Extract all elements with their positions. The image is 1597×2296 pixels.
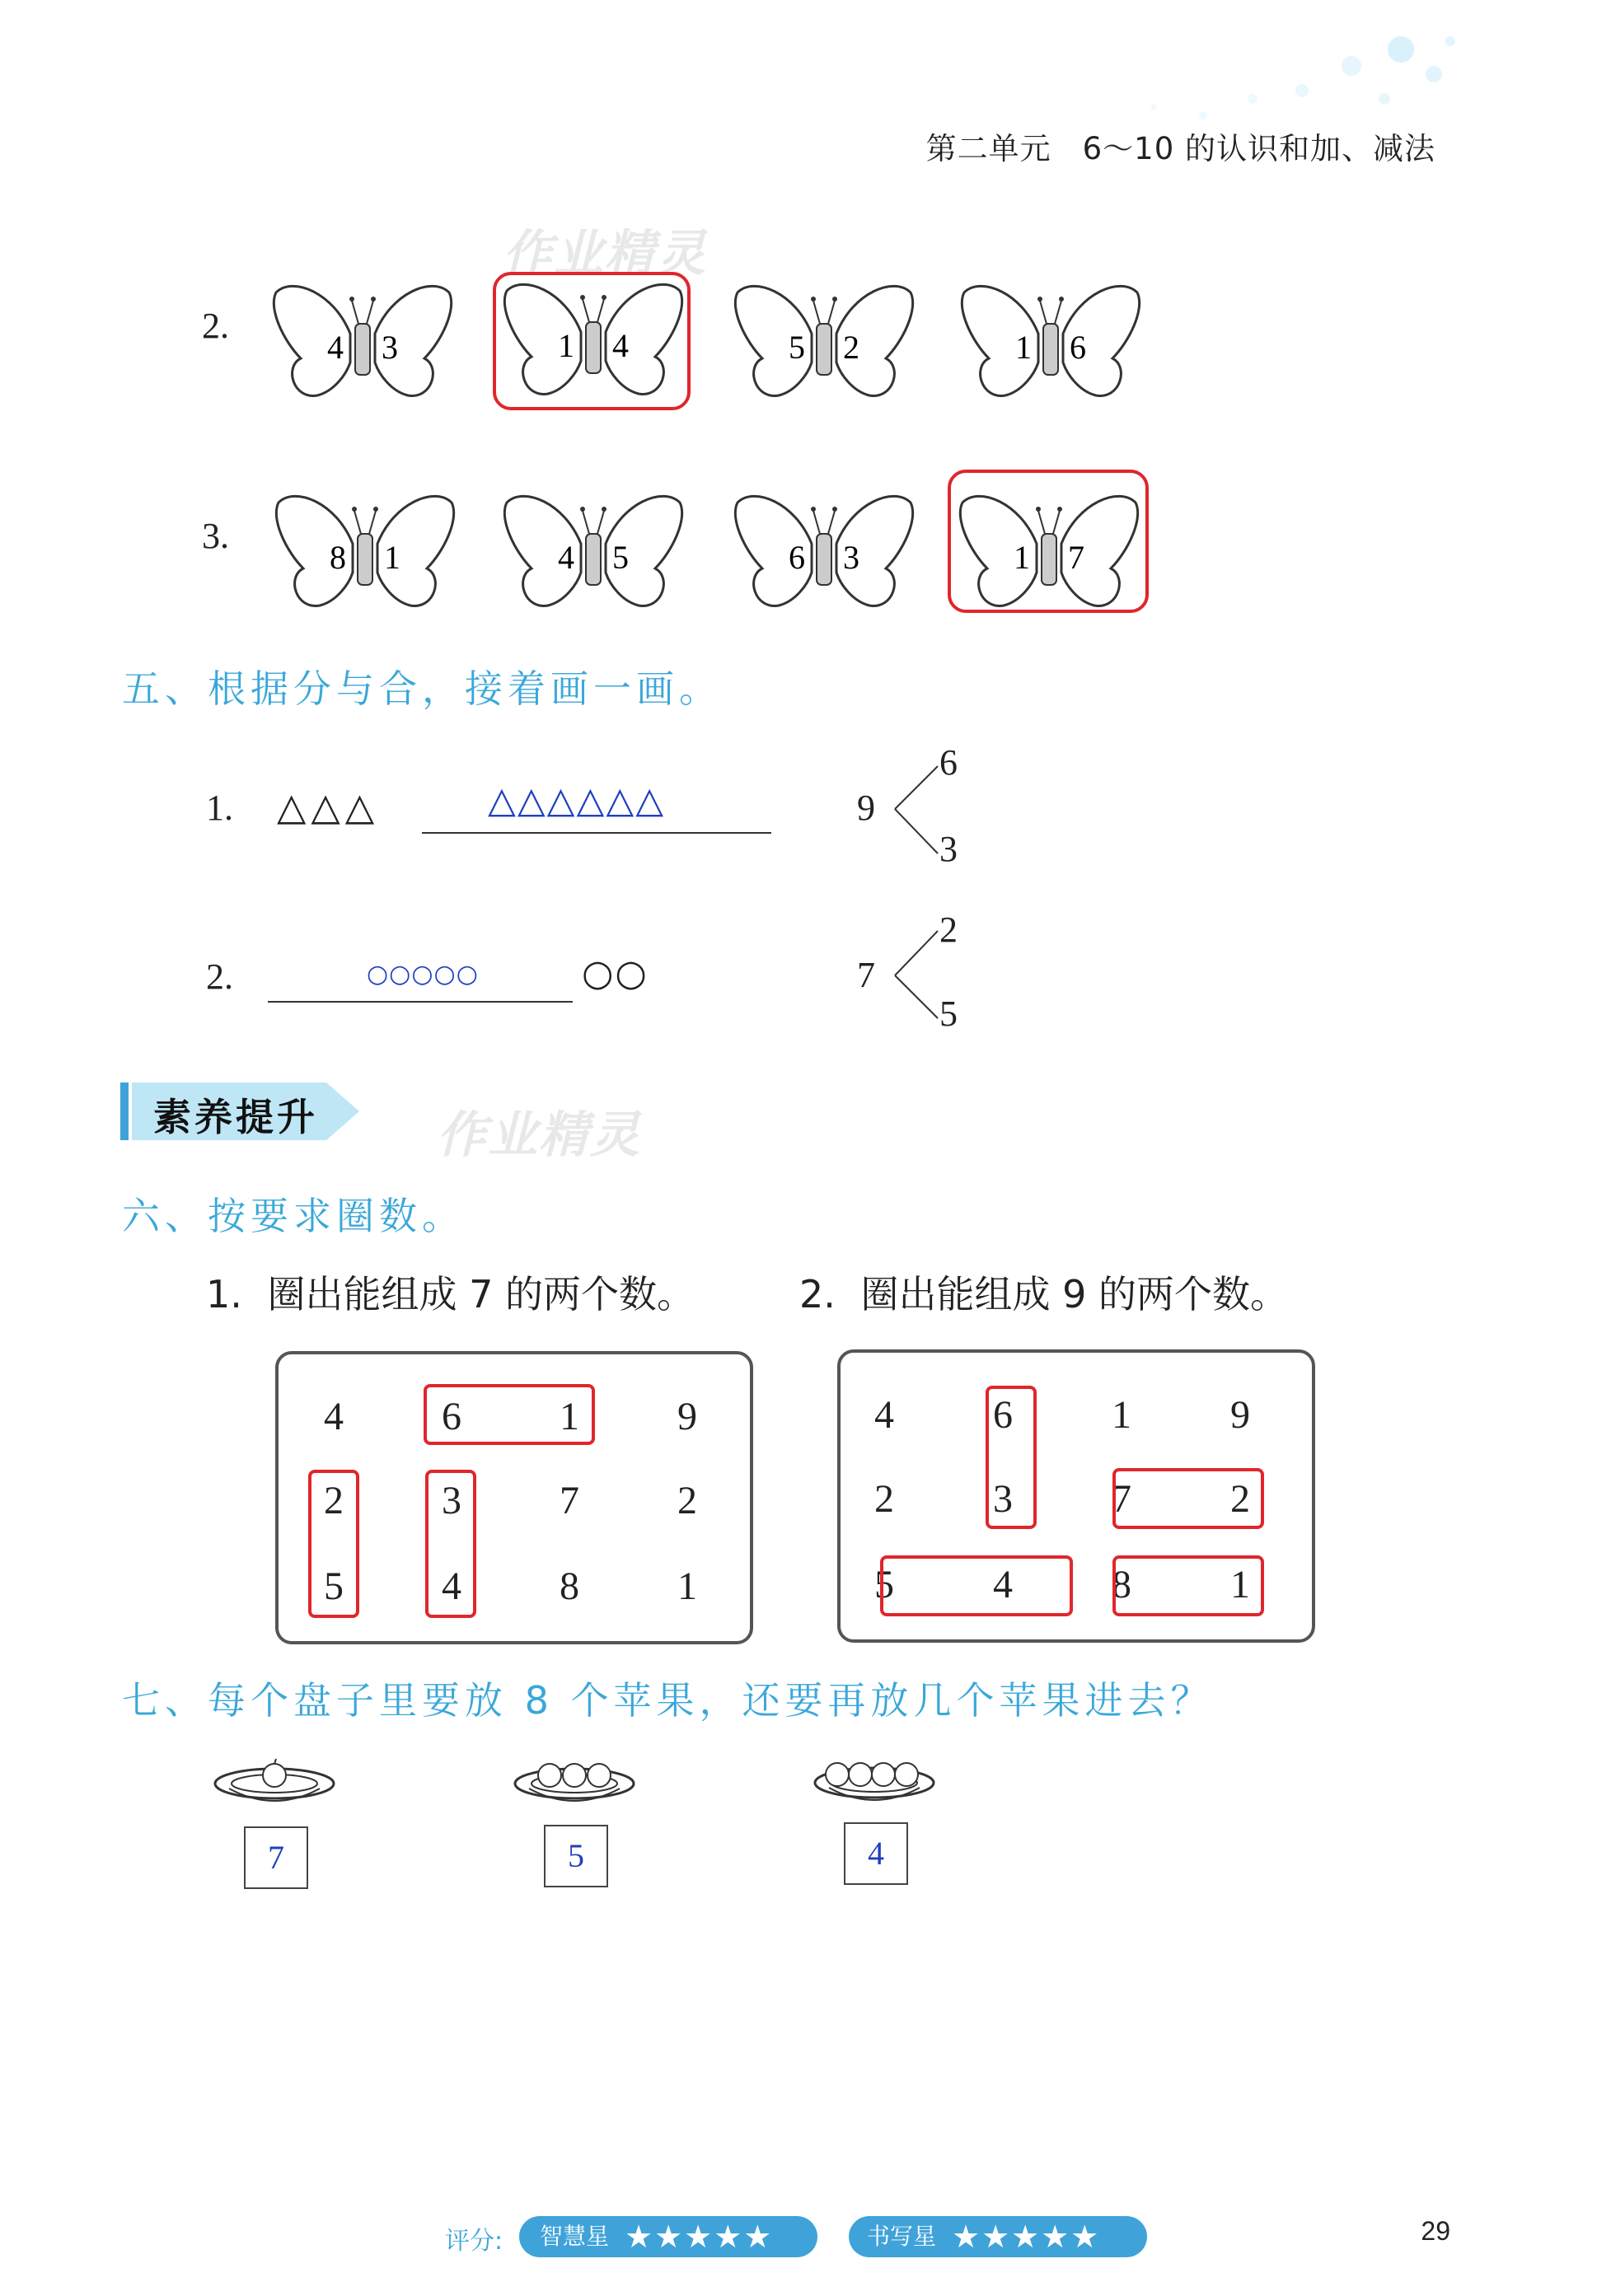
butterfly — [499, 482, 688, 625]
answer-circle — [1112, 1468, 1264, 1529]
question-label: 2. — [202, 306, 229, 346]
banner-title: 素养提升 — [153, 1095, 318, 1139]
number-grid — [837, 1349, 1315, 1643]
composition-part: 3 — [939, 829, 958, 869]
grid-number: 3 — [993, 1477, 1013, 1521]
grid-number: 4 — [993, 1563, 1013, 1606]
butterfly — [729, 272, 919, 415]
butterfly-right-number: 6 — [1070, 329, 1086, 366]
grid-number: 6 — [993, 1393, 1013, 1437]
answer-circle — [425, 1470, 476, 1618]
composition-total: 9 — [857, 788, 875, 828]
butterfly-left-number: 1 — [558, 327, 574, 364]
grid-number: 6 — [442, 1395, 461, 1438]
answer-circle — [986, 1386, 1037, 1529]
butterfly-right-number: 4 — [612, 327, 629, 364]
question-label: 1. — [206, 788, 233, 828]
grid-number: 4 — [874, 1393, 894, 1437]
answer-circle — [308, 1470, 359, 1618]
butterfly-right-number: 5 — [612, 539, 629, 576]
section-title: 五、根据分与合，接着画一画。 — [122, 666, 722, 711]
butterfly-left-number: 1 — [1015, 329, 1032, 366]
section-title: 六、按要求圈数。 — [122, 1194, 465, 1238]
question-label: 2. — [206, 956, 233, 997]
grid-number: 8 — [1112, 1563, 1131, 1606]
grid-number: 7 — [1112, 1477, 1131, 1521]
badge-label: 智慧星 — [540, 2223, 610, 2250]
answer-circles: ○○○○○ — [367, 960, 479, 989]
butterfly-left-number: 4 — [558, 539, 574, 576]
plate-with-apples — [513, 1751, 636, 1808]
butterfly-left-number: 8 — [330, 539, 346, 576]
page-number: 29 — [1421, 2216, 1450, 2246]
page-header-title: 第二单元 6～10 的认识和加、减法 — [925, 131, 1435, 166]
butterfly-left-number: 5 — [789, 329, 805, 366]
question-text — [799, 1265, 1288, 1319]
answer-triangles: △△△△△△ — [488, 779, 666, 821]
grid-number: 2 — [324, 1479, 344, 1522]
butterfly-right-number: 3 — [843, 539, 859, 576]
answer-box: 4 — [844, 1822, 908, 1885]
composition-part: 5 — [939, 994, 958, 1034]
question-prompt: 圈出能组成 7 的两个数。 — [267, 1272, 695, 1316]
score-label: 评分: — [445, 2227, 503, 2256]
butterfly — [956, 272, 1145, 415]
answer-circle — [880, 1555, 1073, 1616]
question-label: 1. — [206, 1272, 242, 1316]
grid-number: 1 — [677, 1564, 697, 1608]
composition-part: 6 — [939, 742, 958, 783]
composition-part: 2 — [939, 910, 958, 950]
butterfly-left-number: 4 — [327, 329, 344, 366]
answer-box: 7 — [244, 1826, 308, 1889]
composition-total: 7 — [857, 955, 875, 995]
grid-number: 1 — [560, 1395, 579, 1438]
grid-number: 1 — [1230, 1563, 1250, 1606]
grid-number: 7 — [560, 1479, 579, 1522]
number-grid — [275, 1351, 753, 1644]
grid-number: 2 — [677, 1479, 697, 1522]
grid-number: 4 — [442, 1564, 461, 1608]
question-prompt: 圈出能组成 9 的两个数。 — [860, 1272, 1289, 1316]
butterfly-left-number: 6 — [789, 539, 805, 576]
grid-number: 4 — [324, 1395, 344, 1438]
butterfly — [270, 482, 460, 625]
given-circles: ○○ — [582, 952, 649, 994]
star-rating[interactable]: ★★★★★ — [952, 2219, 1101, 2255]
grid-number: 9 — [677, 1395, 697, 1438]
butterfly — [954, 482, 1144, 625]
butterfly-right-number: 1 — [384, 539, 400, 576]
butterfly-right-number: 7 — [1068, 539, 1084, 576]
split-lines — [892, 758, 941, 865]
butterfly-right-number: 2 — [843, 329, 859, 366]
question-text — [206, 1265, 695, 1319]
grid-number: 2 — [874, 1477, 894, 1521]
question-label: 2. — [799, 1272, 836, 1316]
watermark: 作业精灵 — [437, 1106, 641, 1164]
given-triangles: △△△ — [277, 784, 380, 829]
section-title: 七、每个盘子里要放 8 个苹果，还要再放几个苹果进去？ — [122, 1678, 1214, 1723]
split-lines — [892, 923, 941, 1030]
butterfly-right-number: 3 — [382, 329, 398, 366]
grid-number: 1 — [1112, 1393, 1131, 1437]
badge-label: 书写星 — [867, 2223, 937, 2250]
grid-number: 2 — [1230, 1477, 1250, 1521]
star-rating[interactable]: ★★★★★ — [625, 2219, 774, 2255]
butterfly — [729, 482, 919, 625]
grid-number: 3 — [442, 1479, 461, 1522]
butterfly — [499, 270, 688, 414]
grid-number: 8 — [560, 1564, 579, 1608]
answer-box: 5 — [544, 1825, 608, 1887]
decorative-dots — [1038, 16, 1467, 140]
answer-circle — [1112, 1555, 1264, 1616]
watermark: 作业精灵 — [503, 225, 707, 283]
plate-with-apples — [813, 1747, 936, 1808]
grid-number: 5 — [324, 1564, 344, 1608]
question-label: 3. — [202, 516, 229, 556]
grid-number: 5 — [874, 1563, 894, 1606]
butterfly — [268, 272, 457, 415]
butterfly-left-number: 1 — [1014, 539, 1030, 576]
grid-number: 9 — [1230, 1393, 1250, 1437]
plate-with-apples — [213, 1751, 336, 1808]
answer-circle — [424, 1384, 595, 1445]
